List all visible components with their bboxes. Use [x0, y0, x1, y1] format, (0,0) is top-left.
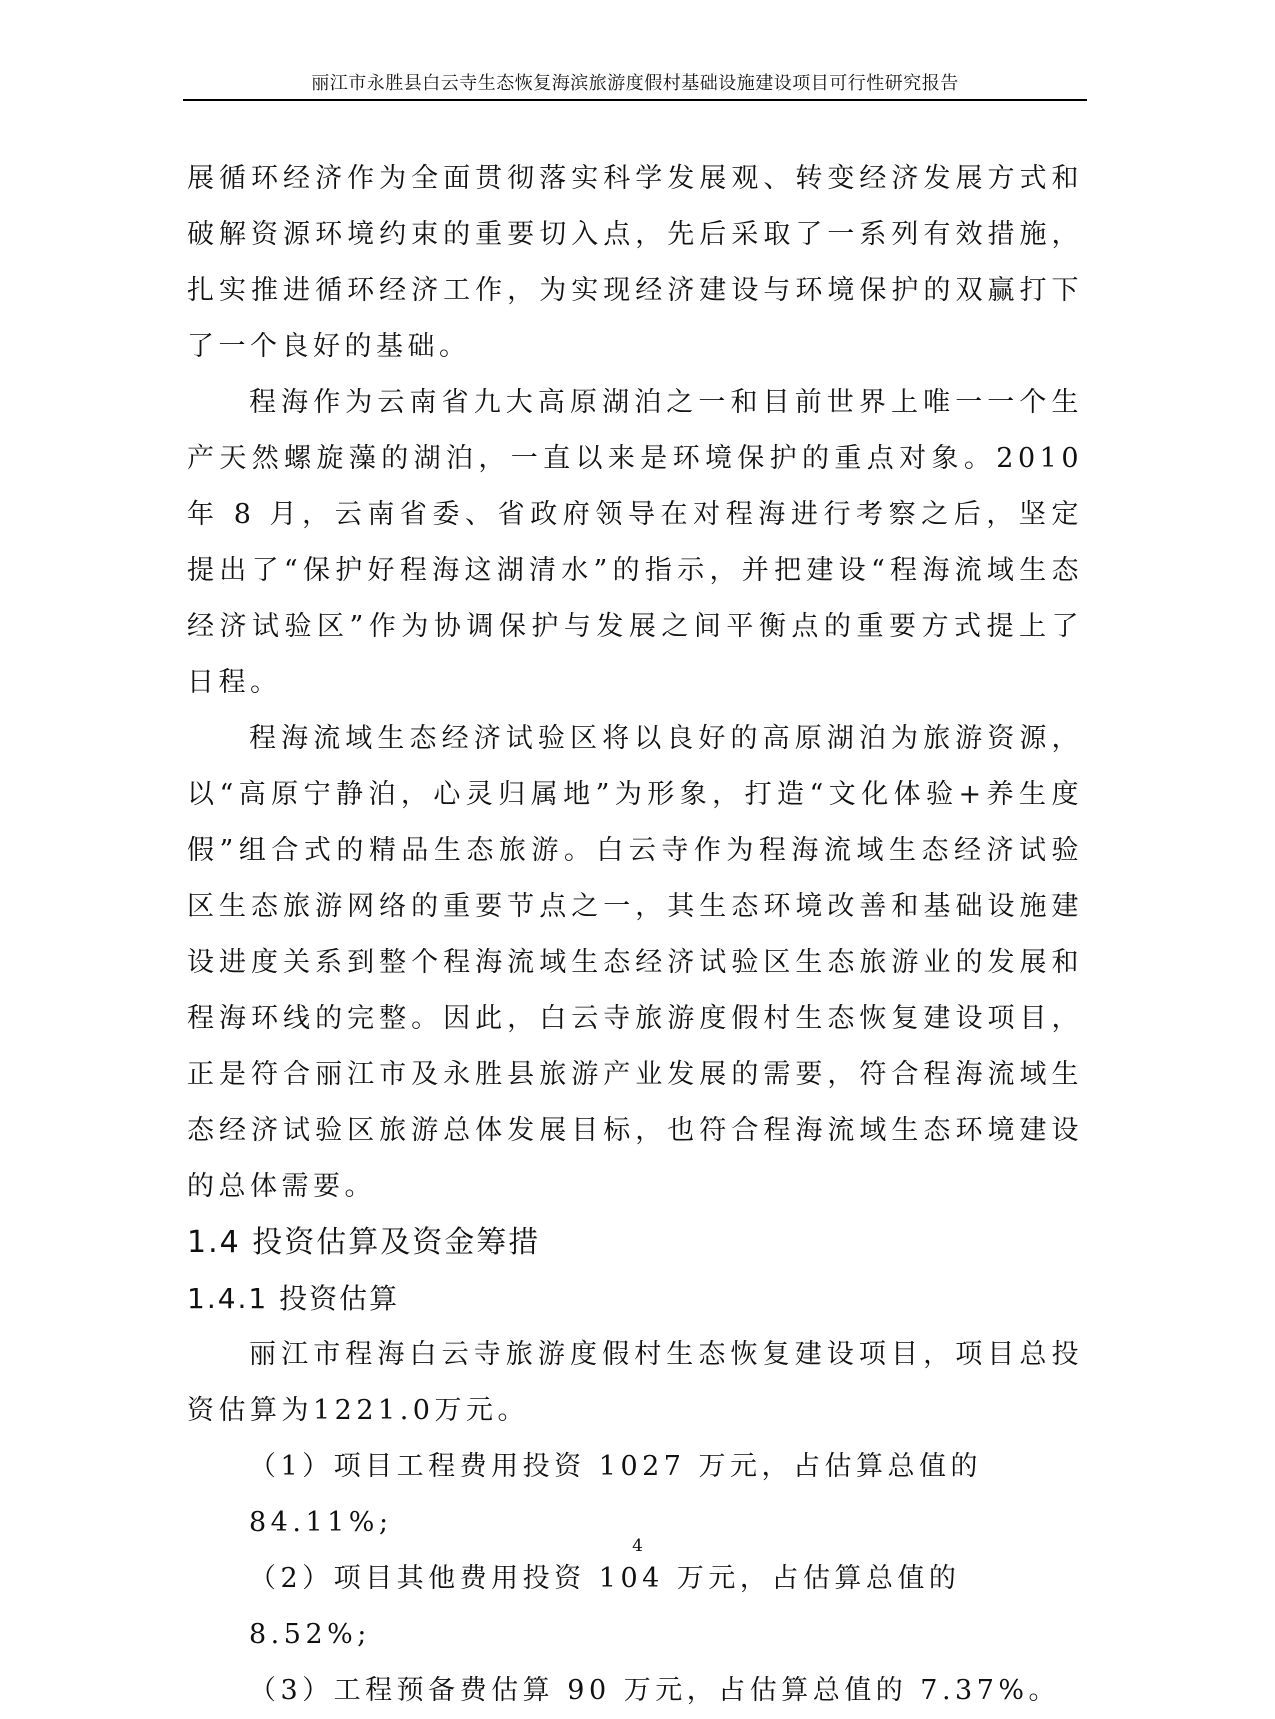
- header-divider: [183, 99, 1087, 101]
- investment-item-2: （2）项目其他费用投资 104 万元，占估算总值的 8.52%;: [249, 1563, 961, 1650]
- page-header-title: 丽江市永胜县白云寺生态恢复海滨旅游度假村基础设施建设项目可行性研究报告: [311, 73, 959, 94]
- subsection-heading: 1.4.1 投资估算: [187, 1282, 400, 1315]
- body-paragraph-1: 展循环经济作为全面贯彻落实科学发展观、转变经济发展方式和破解资源环境约束的重要切入点，先后采取了一系列有效措施，扎实推进循环经济工作，为实现经济建设与环境保护的双赢打下了一个良好的基础。: [187, 163, 1083, 362]
- investment-item-1: （1）项目工程费用投资 1027 万元，占估算总值的 84.11%;: [249, 1451, 983, 1538]
- page-number: 4: [632, 1536, 643, 1556]
- body-paragraph-2: 程海作为云南省九大高原湖泊之一和目前世界上唯一一个生产天然螺旋藻的湖泊，一直以来是环境保护的重点对象。2010 年 8 月，云南省委、省政府领导在对程海进行考察之后，坚定提出了“保护好程海这湖清水”的指示，并把建设“程海流域生态经济试验区”作为协调保护与发展之间平衡点的重要方式提上了日程。: [187, 387, 1083, 698]
- section-heading: 1.4 投资估算及资金筹措: [187, 1225, 541, 1260]
- document-body: [187, 151, 1083, 1719]
- body-paragraph-4: 丽江市程海白云寺旅游度假村生态恢复建设项目，项目总投资估算为1221.0万元。: [187, 1339, 1083, 1426]
- body-paragraph-3: 程海流域生态经济试验区将以良好的高原湖泊为旅游资源，以“高原宁静泊，心灵归属地”为形象，打造“文化体验+养生度假”组合式的精品生态旅游。白云寺作为程海流域生态经济试验区生态旅游网络的重要节点之一，其生态环境改善和基础设施建设进度关系到整个程海流域生态经济试验区生态旅游业的发展和程海环线的完整。因此，白云寺旅游度假村生态恢复建设项目，正是符合丽江市及永胜县旅游产业发展的需要，符合程海流域生态经济试验区旅游总体发展目标，也符合程海流域生态环境建设的总体需要。: [187, 723, 1083, 1202]
- investment-item-3: （3）工程预备费估算 90 万元，占估算总值的 7.37%。: [249, 1675, 1061, 1706]
